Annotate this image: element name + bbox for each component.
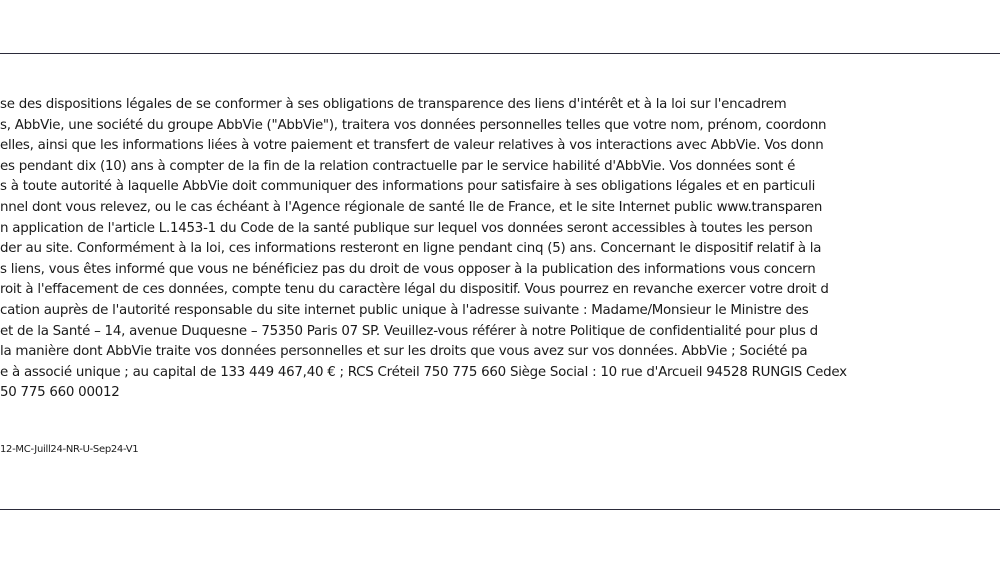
legal-line: se des dispositions légales de se conformer à ses obligations de transparence des liens d'intérêt et à la loi sur l'encadrem bbox=[0, 97, 787, 112]
legal-line: e à associé unique ; au capital de 133 449 467,40 € ; RCS Créteil 750 775 660 Siège Social : 10 rue d'Arcueil 94528 RUNGIS Cedex bbox=[0, 364, 847, 380]
legal-line: la manière dont AbbVie traite vos données personnelles et sur les droits que vous avez sur vos données. AbbVie ; Société pa bbox=[0, 344, 808, 360]
legal-line: 50 775 660 00012 bbox=[0, 385, 120, 401]
bottom-divider bbox=[0, 509, 1000, 510]
legal-line: n application de l'article L.1453-1 du Code de la santé publique sur lequel vos données seront accessibles à toutes les person bbox=[0, 220, 813, 236]
legal-line: s, AbbVie, une société du groupe AbbVie ("AbbVie"), traitera vos données personnelles telles que votre nom, prénom, coordonn bbox=[0, 117, 827, 133]
legal-line: s à toute autorité à laquelle AbbVie doit communiquer des informations pour satisfaire à ses obligations légales et en particuli bbox=[0, 179, 816, 195]
legal-line: et de la Santé – 14, avenue Duquesne – 75350 Paris 07 SP. Veuillez-vous référer à notre Politique de confidentialité pour plus d bbox=[0, 323, 818, 339]
legal-line: es pendant dix (10) ans à compter de la fin de la relation contractuelle par le service habilité d'AbbVie. Vos données sont é bbox=[0, 158, 796, 174]
legal-notice bbox=[0, 95, 1000, 404]
legal-line: der au site. Conformément à la loi, ces informations resteront en ligne pendant cinq (5) ans. Concernant le dispositif relatif à la bbox=[0, 241, 822, 257]
document-reference-code: 12-MC-Juill24-NR-U-Sep24-V1 bbox=[0, 444, 139, 455]
legal-line: nnel dont vous relevez, ou le cas échéant à l'Agence régionale de santé Ile de France, et le site Internet public www.transparen bbox=[0, 199, 823, 215]
legal-line: roit à l'effacement de ces données, compte tenu du caractère légal du dispositif. Vous pourrez en revanche exercer votre droit d bbox=[0, 282, 829, 298]
top-divider bbox=[0, 53, 1000, 54]
legal-line: s liens, vous êtes informé que vous ne bénéficiez pas du droit de vous opposer à la publication des informations vous concern bbox=[0, 261, 816, 277]
legal-line: elles, ainsi que les informations liées à votre paiement et transfert de valeur relatives à vos interactions avec AbbVie. Vos donn bbox=[0, 138, 824, 154]
legal-line: cation auprès de l'autorité responsable du site internet public unique à l'adresse suivante : Madame/Monsieur le Ministre des bbox=[0, 302, 809, 318]
